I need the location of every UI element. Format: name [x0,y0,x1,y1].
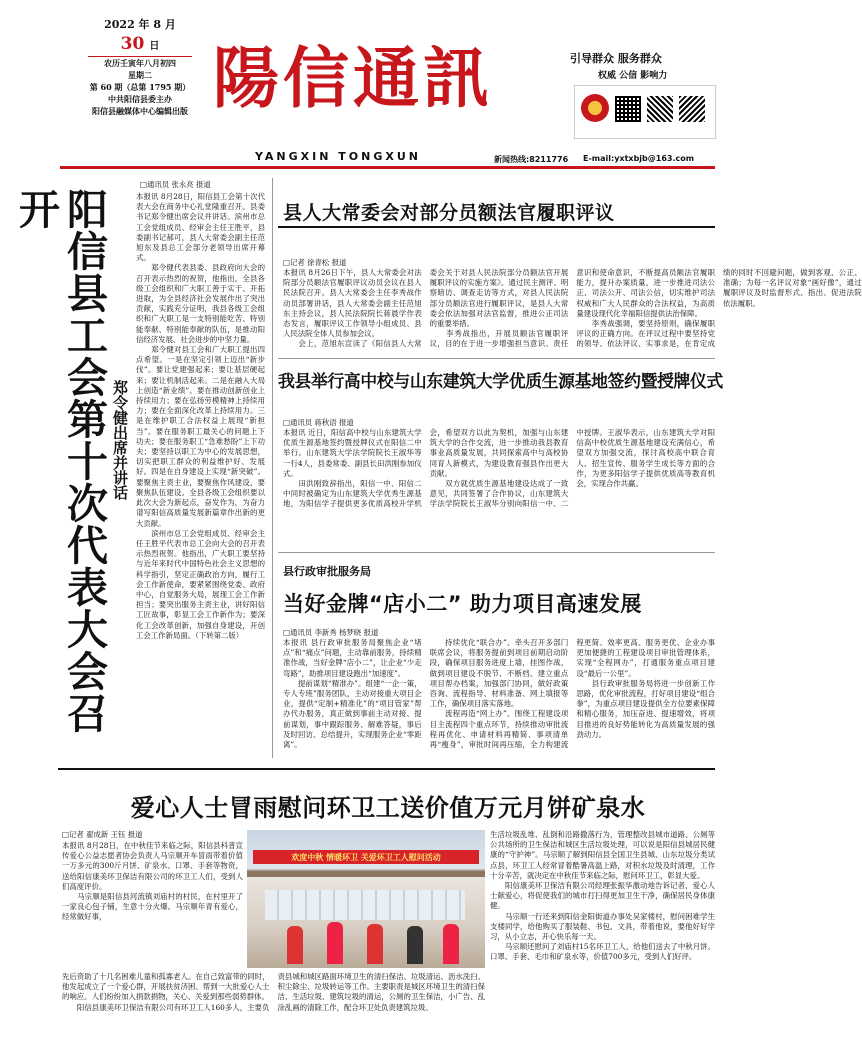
masthead-date [80,16,200,117]
qr-code-icon [679,96,705,122]
section-divider [58,768,715,770]
article4-body-left: 本报讯 8月28日，在中秋佳节来临之际，阳信县科普宣传爱心公益志愿者协会负责人马宗顺开车冒雨带着价值一万多元的300斤月饼、矿泉水、口罩、手套等物资，送给阳信康美环卫保洁有限公司的环卫工人们，受到人们高度评价。 马宗顺是阳信县河流镇刘庙村的村民，在村里开了一家良心包子铺，生意十分火爆。马宗顺年青有爱心，经常做好事， [62,841,243,922]
lead-body: 本报讯 8月28日，阳信县工会第十次代表大会在商务中心礼堂隆重召开。县委书记郑令健出席会议并讲话。滨州市总工会党组成员、经审会主任王胜平，县委副书记郝可，县人大常委会副主任范旭东及县总工会部分老领导出席开幕式。 郑令健代表县委、县政府向大会的召开表示热烈的祝贺，他指出，全县各级工会组织和广大职工善于实干、开拓进取，为全县经济社会发展作出了突出贡献，实践充分证明，我县各级工会组织和广大职工是一支特别能吃苦、特别能奉献、特别能奉献的队伍，是推动阳信经济发展、社会进步的中坚力量。 郑令健对县工会和广大职工提出四点希望。一是在坚定引领上迈出“新步伐”。要让党建强起来；要让基层硬起来；要让机制活起来。二是在融入大局上创造“新业绩”。要在推动创新创业上持续用力；要在弘扬劳模精神上持续用力；要在全面深化改革上持续用力。三是在维护职工合法权益上展现“新担当”。要在服务职工最关心的问题上下功夫；要在服务职工“急难愁盼”上下功夫；要坚持以职工为中心的发展思想，切实把职工群众的利益维护好、发展好。四是在自身建设上实现“新突破”。要聚焦主责主业，要聚焦作风建设，要聚焦队伍建设。全县各级工会组织要以此次大会为新起点，奋发作为，为奋力谱写阳信高质量发展新篇章作出新的更大贡献。 滨州市总工会党组成员、经审会主任王胜平代表市总工会向大会的召开表示热烈祝贺。他指出，广大职工要坚持与近年来时代中国特色社会主义思想的科学指引，坚定正确政治方向，履行工会工作新使命，要紧紧围绕党委、政府中心，自觉服务大局，展现工会工作新担当；要突出服务主责主业，讲好阳信工匠故事，彰显工会工作新作为；要深化工会改革创新，加强自身建设，开创工会工作新局面。（下转第二版） [136,192,265,640]
qr-code-icon [647,96,673,122]
lunar-date: 农历壬寅年八月初四 [104,58,176,68]
photo-worker [443,924,459,964]
article4-headline: 爱心人士冒雨慰问环卫工送价值万元月饼矿泉水 [130,794,646,822]
lead-subheadline: 郑令健出席并讲话 [111,380,129,500]
photo-worker [327,922,343,964]
article1-headline: 县人大常委会对部分员额法官履职评议 [283,202,615,224]
headline-rule [278,226,715,228]
photo-banner: 欢度中秋 情暖环卫 关爱环卫工人慰问活动 [253,850,479,864]
section-divider [278,358,715,359]
article4-photo [247,830,485,968]
column-divider [272,178,273,758]
photo-goods [265,890,465,920]
lead-byline: □通讯员 张永亮 报道 [140,180,211,189]
qr-code-icon [615,96,641,122]
photo-person [407,926,423,964]
news-hotline: 新闻热线:8211776 [494,155,569,164]
article1-body: 本报讯 8月26日下午，县人大常委会对法院部分员额法官履职评议动员会议在县人民法院召开。县人大常委会主任李秀战作动员部署讲话，县人大常委会副主任范旭东主持会议，县人民法院院长蒋晨学作表态发言，履职评议工作领导小组成员、县人民法院全体人员参加会议。 会上，范旭东宣读了《阳信县人大常委会关于对县人民法院部分员额法官开展履职评议的实施方案》。通过民主测评、明察暗访、调查走访等方式，对县人民法院部分员额法官进行履职评议，是县人大常委会依法加强对法官监督，推进公正司法的重要举措。 李秀战指出，开展员额法官履职评议，目的在于进一步增强担当意识、责任意识和使命意识，不断提高员额法官履职能力，提升办案质量，进一步推进司法公正、司法公开、司法公信，切实维护司法权威和广大人民群众的合法权益，为高质量建设现代化幸福阳信提供法治保障。 李秀战强调，要坚持原则，确保履职评议的正确方向。在评议过程中要坚持党的领导、依法评议、实事求是，在肯定成绩的同时不回避问题，做到客观、公正、准确；为每一名评议对象“画好像”，通过履职评议及时监督形式、指出、促进法院依法履职。 [283,268,862,349]
article4-body-bottom: 先后资助了十几名困难儿童和孤寡老人。在自己致富带的同时，他发起成立了一个爱心群，开展扶贫济困、帮到一大批爱心人士的响应。人们纷纷加入捐款捐物，关心、关爱到那些弱势群体。 阳信县康美环卫保洁有限公司有环卫工人160多人，主要负责县城和城区路面环境卫生的清扫保洁、垃圾清运、沥水洗扫、积尘除尘、垃圾转运等工作。主要职责是城区环境卫生的清扫保洁、生活垃圾、建筑垃圾的清运，公厕的卫生保洁，小广告、乱涂乱画的清除工作，配合环卫处负责建筑垃圾、 [62,972,485,1012]
sponsor: 中共阳信县委主办 [108,94,172,104]
article4-byline: □记者 翟成新 王钰 报道 [62,830,143,839]
article2-byline: □通讯员 蒋秋语 报道 [283,418,354,427]
masthead-divider [60,166,715,169]
brand-promo-box [574,85,716,139]
article3-headline: 当好金牌“店小二” 助力项目高速发展 [283,592,642,616]
photo-worker [287,926,303,964]
weekday: 星期二 [128,70,152,80]
lead-headline: 阳信县工会第十次代表大会召开 [12,188,108,734]
date-day: 30 [120,34,145,54]
date-day-unit: 日 [149,41,160,52]
article3-body: 本报讯 县行政审批服务局聚焦企业“堵点”和“痛点”问题，主动靠前服务，持续精准作战，当好金牌“店小二”，让企业“少走弯路”，助推项目建设跑出“加速度”。 提前谋划“精准办”。组建“一企一策，专人专班”服务团队，主动对接重大项目企业，提供“定制+精准化”的“项目管家”帮办代办服务，真正做到事前主动对接、提前谋划，事中跟踪服务、解难答疑，事后及时回访、总结提升，实现服务企业“零距离”。 持续优化“联合办”。牵头召开多部门联席会议，将服务提前到项目前期启动阶段，确保项目服务进度上墙，挂图作战，做到项目建设不脱节、不断档。建立重点项目帮办档案，加强部门协同，做好政策咨询、流程指导、材料准备、网上填报等工作，确保项目落实落地。 流程再造“网上办”。围绕工程建设项目主流程四个重点环节，持续推动审批流程再优化、申请材料再精简、事项清单再“瘦身”，审批时间再压缩，全力构建流程更简、效率更高、服务更优、企业办事更加便捷的工程建设项目审批管理体系，实现“全程网办”，打通服务重点项目建设“最后一公里”。 县行政审批服务局将进一步创新工作思路，优化审批流程，打好项目建设“组合拳”，为重点项目建设提供全方位要素保障和精心服务，加压奋进、提速增效，将项目推进的良好势能转化为高质量发展的强劲动力。 [283,638,715,750]
article2-body: 本报讯 近日，阳信高中校与山东建筑大学优质生源基地签约暨授牌仪式在阳信二中举行。山东建筑大学法学院院长王淑华等一行4人，县委常委、副县长田洪刚参加仪式。 田洪刚致辞指出，阳信一中、阳信二中同时被确定为山东建筑大学优秀生源基地，为阳信学子提供更多优质高校升学机会，希望双方以此为契机，加强与山东建筑大学的合作交流，进一步推动我县教育事业高质量发展，共同探索高中与高校协同育人新模式，为建设教育强县作出更大贡献。 双方就优质生源基地建设达成了一致意见，共同签署了合作协议，山东建筑大学法学院院长王淑华分别向阳信一中、二中授牌。王淑华表示，山东建筑大学对阳信高中校优质生源基地建设充满信心，希望双方加强交流，探讨高校高中联合育人、招生宣传、服务学生成长等方面的合作，为更多阳信学子提供优质高等教育机会，实现合作共赢。 [283,428,715,509]
publisher: 阳信县融媒体中心编辑出版 [92,106,188,116]
news-email: E-mail:yxtxbjb@163.com [583,154,695,163]
article3-kicker: 县行政审批服务局 [283,565,371,578]
newspaper-pinyin: YANGXIN TONGXUN [255,150,421,163]
slogan-primary: 引导群众 服务群众 [570,52,662,65]
article2-headline: 我县举行高中校与山东建筑大学优质生源基地签约暨授牌仪式 [278,371,723,391]
article1-byline: □记者 徐青松 报道 [283,258,347,267]
newspaper-title: 陽信通訊 [213,39,493,117]
article3-byline: □通讯员 李新秀 杨梦晓 报道 [283,628,379,637]
issue-number: 第 60 期（总第 1795 期） [89,82,191,92]
media-logo-icon [581,94,609,122]
date-year-month: 2022 年 8 月 [104,18,176,31]
section-divider [278,552,715,553]
photo-worker [367,924,383,964]
slogan-secondary: 权威 公信 影响力 [598,71,668,81]
article4-body-right: 生活垃圾乱堆、乱倒和沿路撒落行为，管理整改县城市道路、公厕等公共场所的卫生保洁和城区生活垃圾处理，可以说是阳信县城居民健康的“守护神”。马宗顺了解到阳信县全国卫生县城、山东垃圾分类试点县，环卫工人经常冒着酷暑高温上路，对积水垃圾及时清理，工作十分辛苦，就决定在中秋佳节来临之际，慰问环卫工，彰显大爱。 阳信康美环卫保洁有限公司经理张振华激动地告诉记者，爱心人士献爱心，将促使我们的城市打扫得更加卫生干净，确保居民身体康健。 马宗顺一行还来到阳信金阳街道办事处吴家楼村，慰问困难学生支楼同学，给他购买了服装鞋、书包、文具，带着他说，要他好好学习，从小立志，开心快乐每一天。 马宗顺还慰问了刘庙村15名环卫工人，给他们送去了中秋月饼、口罩、手套、毛巾和矿泉水等，价值700多元，受到人们好评。 [490,830,715,962]
